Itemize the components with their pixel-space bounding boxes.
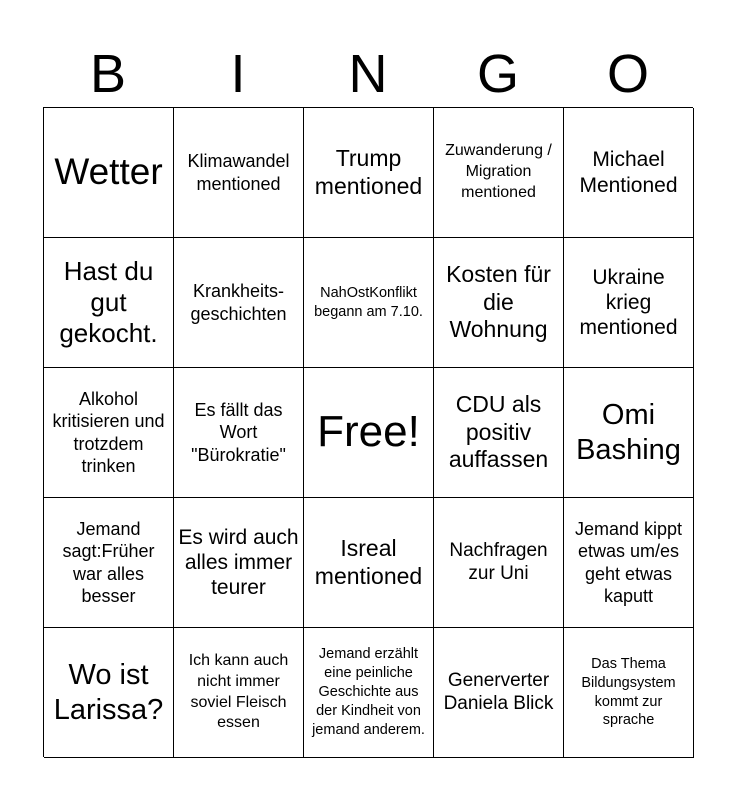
bingo-cell-text: Jemand erzählt eine peinliche Geschichte aus der Kindheit von jemand anderem.	[312, 646, 425, 738]
bingo-cell-r2c3[interactable]	[304, 238, 434, 368]
bingo-cell-text: Jemand sagt:Früher war alles besser	[62, 518, 155, 606]
bingo-cell-text: Krankheits-geschichten	[190, 281, 287, 324]
bingo-cell-r4c1[interactable]	[44, 498, 174, 628]
bingo-cell-text: Ich kann auch nicht immer soviel Fleisch essen	[188, 651, 289, 732]
bingo-cell-r2c2[interactable]	[174, 238, 304, 368]
bingo-cell-text: Es wird auch alles immer teurer	[178, 525, 299, 600]
bingo-cell-r3c1[interactable]	[44, 368, 174, 498]
bingo-cell-r1c1[interactable]	[44, 108, 174, 238]
bingo-cell-r3c4[interactable]	[434, 368, 564, 498]
bingo-cell-text: Hast du gut gekocht.	[59, 255, 158, 349]
bingo-cell-r5c2[interactable]	[174, 628, 304, 758]
bingo-cell-text: Es fällt das Wort "Bürokratie"	[191, 399, 286, 465]
bingo-cell-r4c4[interactable]	[434, 498, 564, 628]
bingo-cell-text: Kosten für die Wohnung	[446, 261, 551, 343]
header-letter-b: B	[89, 44, 127, 104]
bingo-cell-r3c2[interactable]	[174, 368, 304, 498]
bingo-cell-text: Zuwanderung / Migration mentioned	[445, 142, 552, 201]
bingo-cell-r1c2[interactable]	[174, 108, 304, 238]
bingo-cell-text: Isreal mentioned	[314, 534, 423, 589]
header-letter-n: N	[348, 44, 388, 104]
header-letter-i: I	[230, 44, 246, 104]
bingo-cell-text: Trump mentioned	[314, 144, 423, 199]
bingo-cell-r3c5[interactable]	[564, 368, 694, 498]
bingo-grid	[43, 107, 693, 757]
bingo-cell-text: NahOstKonflikt begann am 7.10.	[314, 284, 423, 320]
header-letter-o: O	[606, 44, 649, 104]
bingo-cell-r1c4[interactable]	[434, 108, 564, 238]
bingo-cell-r4c5[interactable]	[564, 498, 694, 628]
bingo-cell-r5c5[interactable]	[564, 628, 694, 758]
bingo-cell-text: Jemand kippt etwas um/es geht etwas kaputt	[574, 518, 683, 606]
bingo-header	[43, 40, 693, 108]
bingo-cell-r2c4[interactable]	[434, 238, 564, 368]
bingo-cell-text: CDU als positiv auffassen	[448, 391, 549, 473]
bingo-cell-r4c2[interactable]	[174, 498, 304, 628]
bingo-cell-r5c4[interactable]	[434, 628, 564, 758]
bingo-cell-r5c1[interactable]	[44, 628, 174, 758]
bingo-cell-text: Ukraine krieg mentioned	[579, 265, 678, 340]
bingo-cell-r2c5[interactable]	[564, 238, 694, 368]
bingo-cell-r4c3[interactable]	[304, 498, 434, 628]
free-space-text: Free!	[317, 407, 420, 457]
bingo-cell-text: Klimawandel mentioned	[187, 151, 290, 194]
bingo-cell-r2c1[interactable]	[44, 238, 174, 368]
bingo-cell-r1c3[interactable]	[304, 108, 434, 238]
bingo-cell-text: Omi Bashing	[576, 398, 681, 466]
bingo-cell-text: Wo ist Larissa?	[53, 658, 164, 726]
header-letter-g: G	[476, 44, 519, 104]
bingo-cell-r1c5[interactable]	[564, 108, 694, 238]
bingo-cell-free[interactable]	[304, 368, 434, 498]
bingo-cell-text: Michael Mentioned	[579, 148, 678, 197]
bingo-cell-text: Wetter	[54, 151, 163, 193]
bingo-cell-text: Nachfragen zur Uni	[449, 539, 548, 584]
bingo-cell-text: Alkohol kritisieren und trotzdem trinken	[52, 388, 165, 476]
bingo-cell-text: Das Thema Bildungsystem kommt zur sprache	[581, 655, 676, 729]
bingo-cell-r5c3[interactable]	[304, 628, 434, 758]
bingo-cell-text: Generverter Daniela Blick	[443, 669, 554, 714]
